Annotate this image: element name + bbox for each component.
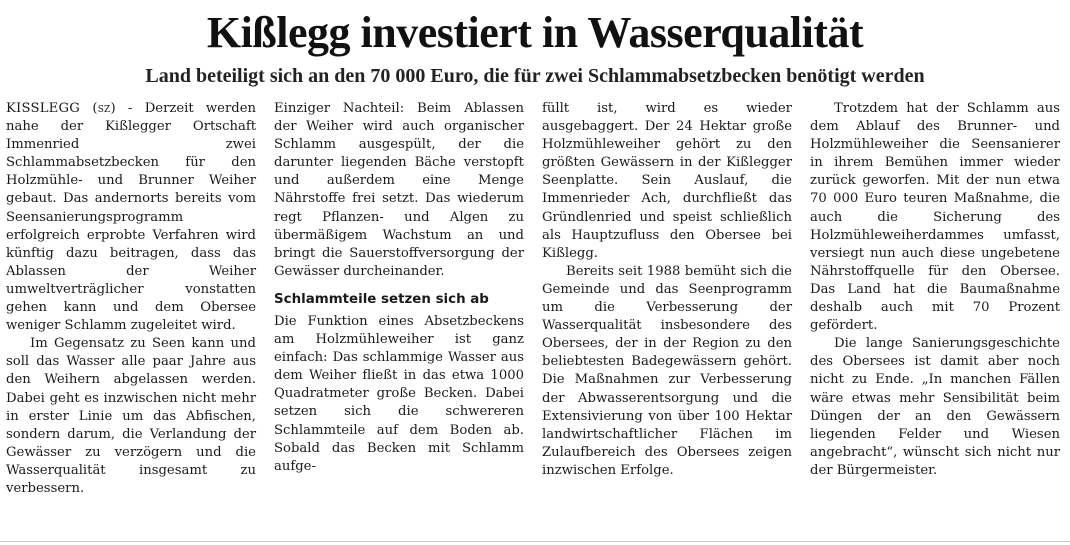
paragraph: Einziger Nachteil: Beim Ablassen der Weiher wird auch organischer Schlamm ausgespült, der die darunter liegenden Bäche verstopft und außerdem eine Menge Nährstoffe frei setzt. Das wiederum regt Pflanzen- und Algen zu übermäßigem Wachstum an und bringt die Sauerstoffversorgung der Gewässer durcheinander.	[274, 101, 524, 279]
bottom-divider	[0, 541, 1070, 542]
paragraph: Trotzdem hat der Schlamm aus dem Ablauf des Brunner- und Holzmühleweiher die Seensanierer in ihrem Bemühen immer wieder zurück geworfen. Mit der nun etwa 70 000 Euro teuren Maßnahme, die auch die Sicherung des Holzmühleweiherdammes umfasst, versiegt nun auch diese ungebetene Nährstoffquelle für den Obersee. Das Land hat die Baumaßnahme deshalb auch mit 70 Prozent gefördert.	[810, 101, 1060, 334]
paragraph: Bereits seit 1988 bemüht sich die Gemeinde und das Seenprogramm um die Verbesserung der Wasserqualität insbesondere des Obersees, der in der Region zu den beliebtesten Badegewässern gehört. Die Maßnahmen zur Verbesserung der Abwasserentsorgung und die Extensivierung von über 100 Hektar landwirtschaftlicher Flächen im Zulaufbereich des Obersees zeigen inzwischen Erfolge.	[542, 263, 792, 478]
paragraph: Die lange Sanierungsgeschichte des Obersees ist damit aber noch nicht zu Ende. „In manchen Fällen wäre etwas mehr Sensibilität beim Düngen der an den Gewässern liegenden Felder und Wiesen angebracht“, wünscht sich nicht nur der Bürgermeister.	[810, 336, 1060, 478]
article-body	[6, 100, 1058, 498]
subheadline: Land beteiligt sich an den 70 000 Euro, die für zwei Schlammabsetzbecken benötigt werden	[145, 65, 925, 87]
column-2	[274, 100, 524, 498]
paragraph: Im Gegensatz zu Seen kann und soll das Wasser alle paar Jahre aus den Weihern abgelassen werden. Dabei geht es inzwischen nicht mehr in erster Linie um das Abfischen, sondern darum, die Verlandung der Gewässer zu verzögern und die Wasserqualität insgesamt zu verbessern.	[6, 336, 256, 496]
paragraph: füllt ist, wird es wieder ausgebaggert. Der 24 Hektar große Holzmühleweiher gehört zu den größten Gewässern in der Kißlegger Seenplatte. Sein Auslauf, die Immenrieder Ach, durchfließt das Gründlenried und speist schließlich als Hauptzufluss den Obersee bei Kißlegg.	[542, 101, 792, 261]
paragraph-text: - Derzeit werden nahe der Kißlegger Ortschaft Immenried zwei Schlammabsetzbecken für den Holzmühle- und Brunner Weiher gebaut. Das andernorts bereits vom Seensanierungsprogramm erfolgreich erprobte Verfahren wird künftig dazu beitragen, dass das Ablassen der Weiher umweltverträglicher vonstatten gehen kann und dem Obersee weniger Schlamm zugeleitet wird.	[6, 101, 256, 334]
column-1	[6, 100, 256, 498]
dateline: KISSLEGG (sz)	[6, 101, 116, 116]
paragraph	[6, 100, 256, 335]
headline: Kißlegg investiert in Wasserqualität	[206, 8, 864, 57]
paragraph: Die Funktion eines Absetzbeckens am Holzmühleweiher ist ganz einfach: Das schlammige Wasser aus dem Weiher fließt in das etwa 1000 Quadratmeter große Becken. Dabei setzen sich die schwereren Schlammteile auf dem Boden ab. Sobald das Becken mit Schlamm aufge-	[274, 313, 524, 474]
crosshead: Schlammteile setzen sich ab	[274, 291, 489, 307]
column-3	[542, 100, 792, 498]
column-4	[810, 100, 1060, 498]
